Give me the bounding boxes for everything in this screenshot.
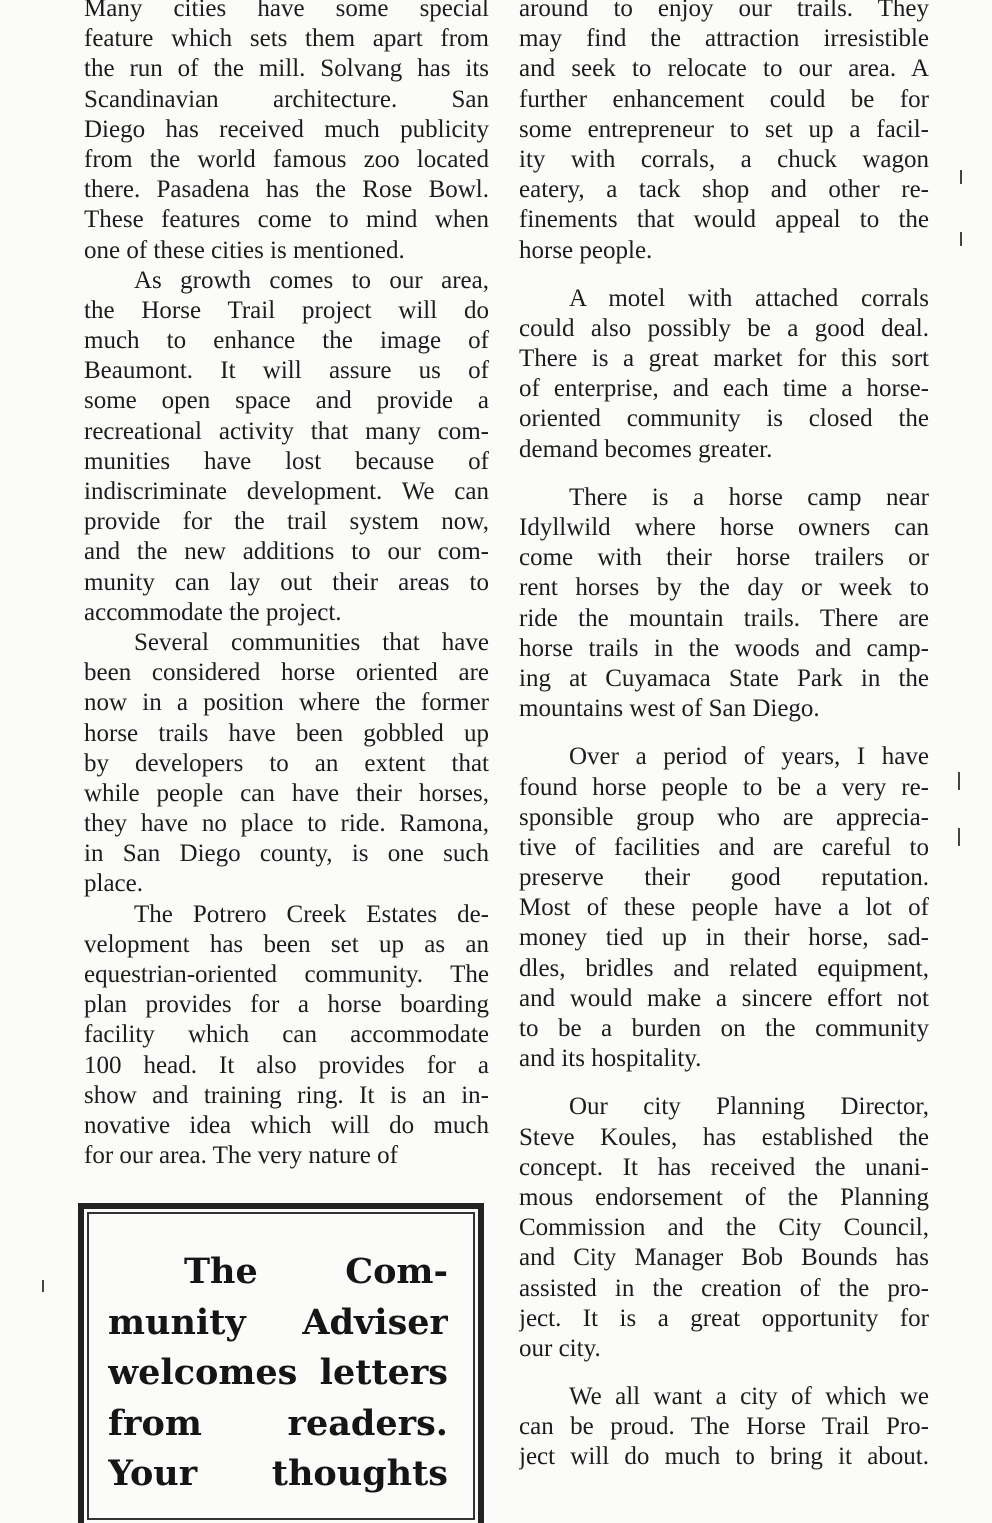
text-line: found horse people to be a very re- — [519, 773, 929, 801]
text-line: been considered horse oriented are — [84, 659, 489, 687]
text-line: rent horses by the day or week to — [519, 574, 929, 602]
text-line: and the new additions to our com- — [84, 538, 489, 566]
text-line: Scandinavian architecture. San — [84, 85, 489, 113]
text-line: and seek to relocate to our area. A — [519, 55, 929, 83]
text-line: indiscriminate development. We can — [84, 478, 489, 505]
text-line: There is a horse camp near — [569, 483, 929, 511]
text-line: facility which can accommodate — [84, 1021, 489, 1049]
text-line: horse people. — [519, 236, 653, 264]
text-line: Steve Koules, has established the — [519, 1123, 929, 1151]
text-line: while people can have their horses, — [84, 779, 489, 807]
notice-line: munity Adviser — [108, 1301, 448, 1343]
text-line: velopment has been set up as an — [84, 930, 489, 958]
text-line: ject. It is a great opportunity for — [519, 1304, 929, 1332]
text-line: one of these cities is mentioned. — [84, 236, 405, 264]
text-line: eatery, a tack shop and other re- — [519, 176, 929, 204]
text-line: sponsible group who are apprecia- — [519, 803, 929, 831]
text-line: the Horse Trail project will do — [84, 296, 489, 324]
text-line: by developers to an extent that — [84, 749, 489, 777]
text-line: dles, bridles and related equipment, — [519, 954, 929, 982]
text-line: munities have lost because of — [84, 447, 489, 475]
text-line: There is a great market for this sort — [519, 345, 929, 373]
text-line: mountains west of San Diego. — [519, 695, 820, 723]
text-line: mous endorsement of the Planning — [519, 1183, 929, 1211]
text-line: A motel with attached corrals — [569, 284, 929, 312]
text-line: Idyllwild where horse owners can — [519, 514, 929, 541]
notice-line: The Com- — [184, 1251, 448, 1292]
text-line: ject will do much to bring it about. — [519, 1443, 929, 1471]
text-line: some open space and provide a — [84, 387, 489, 415]
text-line: further enhancement could be for — [519, 85, 929, 113]
text-line: Beaumont. It will assure us of — [84, 357, 489, 385]
text-line: Over a period of years, I have — [569, 743, 929, 771]
text-line: demand becomes greater. — [519, 435, 773, 463]
notice-line: welcomes letters — [108, 1352, 448, 1393]
text-line: accommodate the project. — [84, 598, 342, 626]
paragraph-gap — [519, 266, 929, 284]
text-line: from the world famous zoo located — [84, 145, 489, 173]
text-line: preserve their good reputation. — [519, 864, 929, 892]
text-line: These features come to mind when — [84, 206, 489, 234]
print-mark — [958, 772, 960, 790]
text-line: Our city Planning Director, — [569, 1093, 929, 1121]
text-line: may find the attraction irresistible — [519, 25, 929, 53]
text-line: ity with corrals, a chuck wagon — [519, 145, 929, 173]
text-line: oriented community is closed the — [519, 405, 929, 433]
text-line: horse trails in the woods and camp- — [519, 634, 929, 662]
text-line: there. Pasadena has the Rose Bowl. — [84, 176, 489, 204]
print-mark — [958, 828, 960, 846]
paragraph-gap — [519, 1364, 929, 1382]
print-mark — [960, 232, 962, 246]
left-column — [84, 0, 489, 1171]
text-line: our city. — [519, 1334, 601, 1362]
text-line: in San Diego county, is one such — [84, 840, 489, 868]
text-line: Many cities have some special — [84, 0, 489, 22]
paragraph-gap — [519, 1074, 929, 1092]
text-line: around to enjoy our trails. They — [519, 0, 929, 22]
paragraph-gap — [519, 465, 929, 483]
text-line: finements that would appeal to the — [519, 206, 929, 234]
notice-line: Your thoughts — [108, 1453, 448, 1494]
text-line: and its hospitality. — [519, 1045, 702, 1073]
text-line: some entrepreneur to set up a facil- — [519, 115, 929, 143]
text-line: Most of these people have a lot of — [519, 894, 929, 922]
text-line: equestrian-oriented community. The — [84, 961, 489, 988]
print-mark — [42, 1280, 44, 1292]
text-line: they have no place to ride. Ramona, — [84, 810, 489, 838]
text-line: place. — [84, 870, 143, 898]
text-line: ride the mountain trails. There are — [519, 604, 929, 632]
text-line: As growth comes to our area, — [134, 266, 489, 294]
letters-notice-box — [78, 1203, 484, 1523]
text-line: come with their horse trailers or — [519, 544, 929, 572]
text-line: the run of the mill. Solvang has its — [84, 55, 489, 83]
text-line: recreational activity that many com- — [84, 417, 489, 445]
text-line: provide for the trail system now, — [84, 508, 489, 536]
text-line: tive of facilities and are careful to — [519, 833, 929, 861]
text-line: and City Manager Bob Bounds has — [519, 1244, 929, 1272]
text-line: concept. It has received the unani- — [519, 1153, 929, 1181]
text-line: much to enhance the image of — [84, 327, 489, 355]
right-column — [519, 0, 929, 1473]
print-mark — [960, 170, 962, 184]
text-line: and would make a sincere effort not — [519, 984, 929, 1012]
text-line: Several communities that have — [134, 628, 489, 656]
notice-line: from readers. — [108, 1402, 448, 1444]
text-line: horse trails have been gobbled up — [84, 719, 489, 747]
text-line: could also possibly be a good deal. — [519, 314, 929, 342]
text-line: munity can lay out their areas to — [84, 568, 489, 596]
text-line: now in a position where the former — [84, 689, 489, 717]
text-line: of enterprise, and each time a horse- — [519, 375, 929, 403]
text-line: feature which sets them apart from — [84, 25, 489, 53]
text-line: assisted in the creation of the pro- — [519, 1274, 929, 1302]
text-line: ing at Cuyamaca State Park in the — [519, 664, 929, 692]
text-line: Diego has received much publicity — [84, 115, 489, 143]
text-line: for our area. The very nature of — [84, 1142, 398, 1170]
text-line: plan provides for a horse boarding — [84, 991, 489, 1019]
text-line: to be a burden on the community — [519, 1015, 929, 1042]
text-line: can be proud. The Horse Trail Pro- — [519, 1413, 929, 1441]
text-line: show and training ring. It is an in- — [84, 1081, 489, 1109]
text-line: We all want a city of which we — [569, 1383, 929, 1411]
text-line: novative idea which will do much — [84, 1111, 489, 1139]
text-line: 100 head. It also provides for a — [84, 1051, 489, 1079]
text-line: The Potrero Creek Estates de- — [134, 900, 489, 928]
text-line: Commission and the City Council, — [519, 1214, 929, 1242]
text-line: money tied up in their horse, sad- — [519, 924, 929, 952]
paragraph-gap — [519, 724, 929, 742]
